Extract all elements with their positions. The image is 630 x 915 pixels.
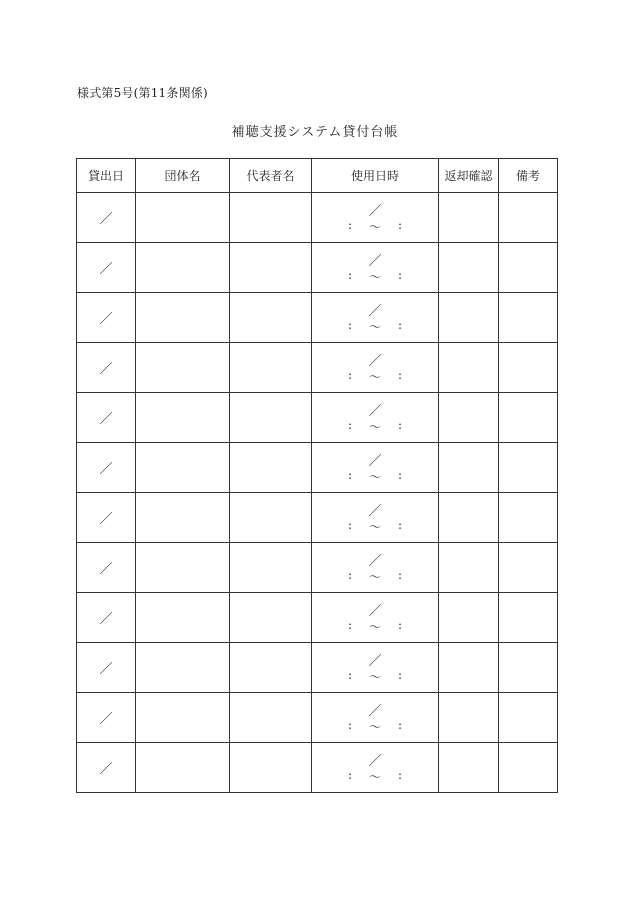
- return-check-cell[interactable]: [439, 693, 499, 743]
- return-check-cell[interactable]: [439, 293, 499, 343]
- time-range-tilde: 〜: [368, 420, 381, 434]
- representative-cell[interactable]: [230, 293, 312, 343]
- date-separator: ／: [99, 762, 113, 777]
- time-range-tilde: 〜: [368, 620, 381, 634]
- representative-cell[interactable]: [230, 593, 312, 643]
- loan-date-cell[interactable]: [77, 493, 136, 543]
- date-separator: ／: [99, 262, 113, 277]
- end-time-colon: :: [398, 718, 403, 732]
- usage-date-separator: ／: [368, 304, 382, 319]
- representative-cell[interactable]: [230, 393, 312, 443]
- representative-cell[interactable]: [230, 743, 312, 793]
- column-header-remarks: 備考: [499, 159, 558, 193]
- time-range-tilde: 〜: [368, 570, 381, 584]
- start-time-colon: :: [348, 518, 353, 532]
- group-name-cell[interactable]: [136, 693, 230, 743]
- document-title: 補聴支援システム貸付台帳: [231, 125, 399, 140]
- usage-date-separator: ／: [368, 754, 382, 769]
- usage-date-separator: ／: [368, 704, 382, 719]
- time-range-tilde: 〜: [368, 720, 381, 734]
- date-separator: ／: [99, 662, 113, 677]
- remarks-cell[interactable]: [499, 293, 558, 343]
- usage-datetime-cell[interactable]: [312, 693, 439, 743]
- column-header-return-check: 返却確認: [439, 159, 499, 193]
- end-time-colon: :: [398, 618, 403, 632]
- time-range-tilde: 〜: [368, 220, 381, 234]
- usage-datetime-cell[interactable]: [312, 393, 439, 443]
- time-range-tilde: 〜: [368, 320, 381, 334]
- table-row: [77, 243, 558, 293]
- remarks-cell[interactable]: [499, 493, 558, 543]
- time-range-tilde: 〜: [368, 270, 381, 284]
- loan-date-cell[interactable]: [77, 443, 136, 493]
- representative-cell[interactable]: [230, 693, 312, 743]
- date-separator: ／: [99, 562, 113, 577]
- loan-date-cell[interactable]: [77, 293, 136, 343]
- usage-datetime-cell[interactable]: [312, 493, 439, 543]
- remarks-cell[interactable]: [499, 543, 558, 593]
- start-time-colon: :: [348, 318, 353, 332]
- remarks-cell[interactable]: [499, 243, 558, 293]
- group-name-cell[interactable]: [136, 643, 230, 693]
- date-separator: ／: [99, 312, 113, 327]
- group-name-cell[interactable]: [136, 443, 230, 493]
- loan-date-cell[interactable]: [77, 643, 136, 693]
- loan-ledger-table: [76, 158, 558, 793]
- column-header-usage-datetime: 使用日時: [312, 159, 439, 193]
- group-name-cell[interactable]: [136, 243, 230, 293]
- loan-date-cell[interactable]: [77, 393, 136, 443]
- date-separator: ／: [99, 462, 113, 477]
- end-time-colon: :: [398, 668, 403, 682]
- return-check-cell[interactable]: [439, 393, 499, 443]
- time-range-tilde: 〜: [368, 670, 381, 684]
- group-name-cell[interactable]: [136, 193, 230, 243]
- loan-date-cell[interactable]: [77, 343, 136, 393]
- group-name-cell[interactable]: [136, 343, 230, 393]
- return-check-cell[interactable]: [439, 243, 499, 293]
- usage-datetime-cell[interactable]: [312, 543, 439, 593]
- usage-date-separator: ／: [368, 254, 382, 269]
- usage-date-separator: ／: [368, 454, 382, 469]
- return-check-cell[interactable]: [439, 593, 499, 643]
- representative-cell[interactable]: [230, 543, 312, 593]
- group-name-cell[interactable]: [136, 293, 230, 343]
- date-separator: ／: [99, 612, 113, 627]
- table-row: [77, 543, 558, 593]
- column-header-group-name: 団体名: [136, 159, 230, 193]
- usage-datetime-cell[interactable]: [312, 193, 439, 243]
- representative-cell[interactable]: [230, 493, 312, 543]
- group-name-cell[interactable]: [136, 543, 230, 593]
- end-time-colon: :: [398, 368, 403, 382]
- start-time-colon: :: [348, 768, 353, 782]
- time-range-tilde: 〜: [368, 370, 381, 384]
- table-row: [77, 393, 558, 443]
- representative-cell[interactable]: [230, 243, 312, 293]
- loan-date-cell[interactable]: [77, 593, 136, 643]
- return-check-cell[interactable]: [439, 493, 499, 543]
- usage-date-separator: ／: [368, 404, 382, 419]
- representative-cell[interactable]: [230, 643, 312, 693]
- remarks-cell[interactable]: [499, 743, 558, 793]
- remarks-cell[interactable]: [499, 693, 558, 743]
- table-row: [77, 293, 558, 343]
- end-time-colon: :: [398, 418, 403, 432]
- form-number: 様式第5号(第11条関係): [77, 86, 208, 100]
- end-time-colon: :: [398, 568, 403, 582]
- loan-date-cell[interactable]: [77, 193, 136, 243]
- usage-date-separator: ／: [368, 654, 382, 669]
- table-row: [77, 443, 558, 493]
- remarks-cell[interactable]: [499, 593, 558, 643]
- usage-datetime-cell[interactable]: [312, 743, 439, 793]
- usage-date-separator: ／: [368, 554, 382, 569]
- usage-datetime-cell[interactable]: [312, 343, 439, 393]
- usage-date-separator: ／: [368, 354, 382, 369]
- remarks-cell[interactable]: [499, 193, 558, 243]
- group-name-cell[interactable]: [136, 743, 230, 793]
- remarks-cell[interactable]: [499, 643, 558, 693]
- loan-date-cell[interactable]: [77, 243, 136, 293]
- remarks-cell[interactable]: [499, 443, 558, 493]
- start-time-colon: :: [348, 368, 353, 382]
- usage-datetime-cell[interactable]: [312, 593, 439, 643]
- table-row: [77, 593, 558, 643]
- return-check-cell[interactable]: [439, 743, 499, 793]
- loan-date-cell[interactable]: [77, 543, 136, 593]
- table-row: [77, 343, 558, 393]
- column-header-representative: 代表者名: [230, 159, 312, 193]
- start-time-colon: :: [348, 668, 353, 682]
- representative-cell[interactable]: [230, 443, 312, 493]
- start-time-colon: :: [348, 218, 353, 232]
- start-time-colon: :: [348, 568, 353, 582]
- date-separator: ／: [99, 212, 113, 227]
- usage-date-separator: ／: [368, 504, 382, 519]
- date-separator: ／: [99, 362, 113, 377]
- start-time-colon: :: [348, 418, 353, 432]
- table-header-row: [77, 159, 558, 193]
- end-time-colon: :: [398, 468, 403, 482]
- group-name-cell[interactable]: [136, 593, 230, 643]
- end-time-colon: :: [398, 768, 403, 782]
- representative-cell[interactable]: [230, 193, 312, 243]
- table-row: [77, 693, 558, 743]
- time-range-tilde: 〜: [368, 520, 381, 534]
- group-name-cell[interactable]: [136, 393, 230, 443]
- time-range-tilde: 〜: [368, 470, 381, 484]
- date-separator: ／: [99, 512, 113, 527]
- usage-datetime-cell[interactable]: [312, 293, 439, 343]
- table-row: [77, 193, 558, 243]
- return-check-cell[interactable]: [439, 193, 499, 243]
- date-separator: ／: [99, 412, 113, 427]
- return-check-cell[interactable]: [439, 443, 499, 493]
- start-time-colon: :: [348, 618, 353, 632]
- loan-date-cell[interactable]: [77, 743, 136, 793]
- time-range-tilde: 〜: [368, 770, 381, 784]
- table-row: [77, 643, 558, 693]
- start-time-colon: :: [348, 268, 353, 282]
- usage-datetime-cell[interactable]: [312, 643, 439, 693]
- start-time-colon: :: [348, 718, 353, 732]
- end-time-colon: :: [398, 218, 403, 232]
- remarks-cell[interactable]: [499, 343, 558, 393]
- end-time-colon: :: [398, 518, 403, 532]
- end-time-colon: :: [398, 318, 403, 332]
- table-row: [77, 493, 558, 543]
- table-body: [77, 193, 558, 793]
- return-check-cell[interactable]: [439, 343, 499, 393]
- loan-date-cell[interactable]: [77, 693, 136, 743]
- table-row: [77, 743, 558, 793]
- usage-date-separator: ／: [368, 204, 382, 219]
- usage-datetime-cell[interactable]: [312, 443, 439, 493]
- usage-datetime-cell[interactable]: [312, 243, 439, 293]
- end-time-colon: :: [398, 268, 403, 282]
- column-header-loan-date: 貸出日: [77, 159, 136, 193]
- group-name-cell[interactable]: [136, 493, 230, 543]
- usage-date-separator: ／: [368, 604, 382, 619]
- start-time-colon: :: [348, 468, 353, 482]
- date-separator: ／: [99, 712, 113, 727]
- remarks-cell[interactable]: [499, 393, 558, 443]
- return-check-cell[interactable]: [439, 643, 499, 693]
- return-check-cell[interactable]: [439, 543, 499, 593]
- representative-cell[interactable]: [230, 343, 312, 393]
